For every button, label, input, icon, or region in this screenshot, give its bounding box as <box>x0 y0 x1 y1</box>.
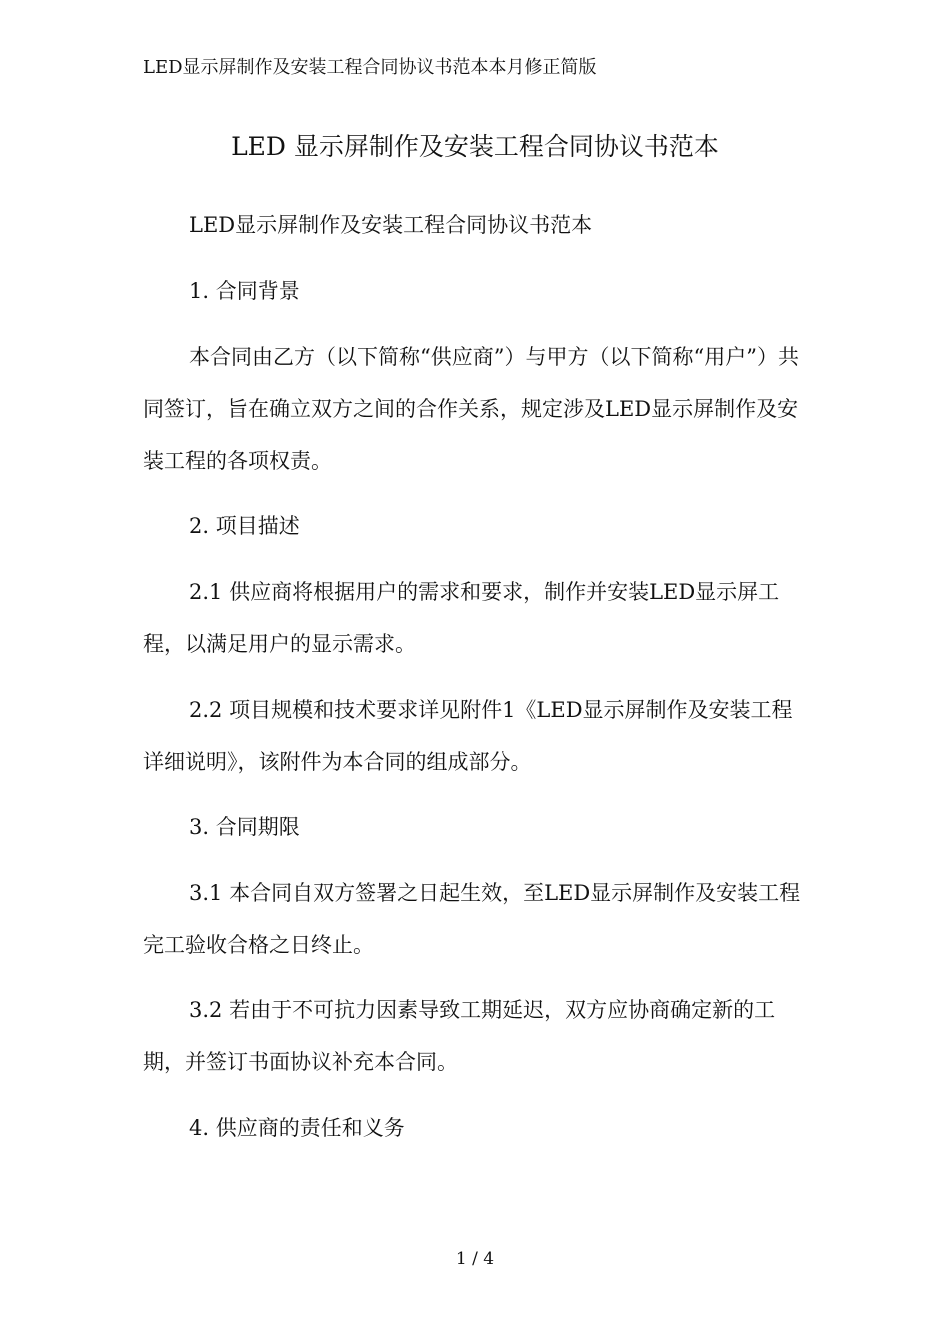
running-header: LED显示屏制作及安装工程合同协议书范本本月修正简版 <box>143 57 597 78</box>
section-heading-term: 3. 合同期限 <box>189 815 300 839</box>
clause-3-1: 3.1 本合同自双方签署之日起生效，至LED显示屏制作及安装工程完工验收合格之日终止。 <box>143 881 801 957</box>
document-subtitle: LED显示屏制作及安装工程合同协议书范本 <box>189 213 593 237</box>
section-heading-project: 2. 项目描述 <box>189 514 300 538</box>
clause-2-1: 2.1 供应商将根据用户的需求和要求，制作并安装LED显示屏工程，以满足用户的显示需求。 <box>143 580 780 656</box>
document-title: LED 显示屏制作及安装工程合同协议书范本 <box>231 132 719 161</box>
clause-2-2: 2.2 项目规模和技术要求详见附件1《LED显示屏制作及安装工程详细说明》，该附件为本合同的组成部分。 <box>143 698 793 774</box>
section-heading-supplier: 4. 供应商的责任和义务 <box>189 1116 405 1140</box>
section-heading-background: 1. 合同背景 <box>189 279 300 303</box>
clause-3-2: 3.2 若由于不可抗力因素导致工期延迟，双方应协商确定新的工期，并签订书面协议补充本合同。 <box>143 998 776 1074</box>
page-number: 1 / 4 <box>455 1249 495 1269</box>
paragraph-background: 本合同由乙方（以下简称“供应商”）与甲方（以下简称“用户”）共同签订，旨在确立双方之间的合作关系，规定涉及LED显示屏制作及安装工程的各项权责。 <box>143 345 799 473</box>
